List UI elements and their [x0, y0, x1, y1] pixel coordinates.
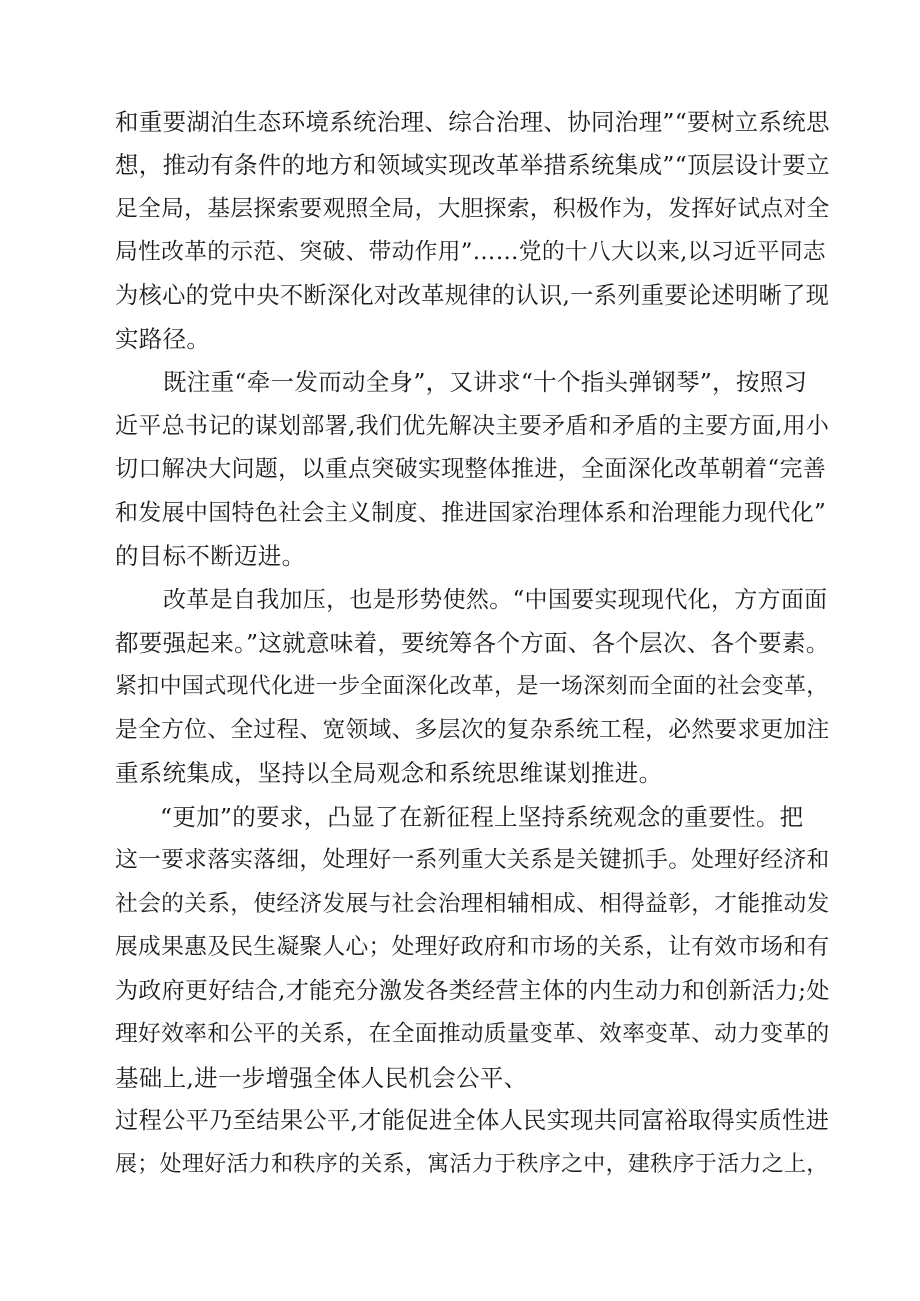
- text-line: 既注重“牵一发而动全身”，又讲求“十个指头弹钢琴”，按照习: [163, 368, 808, 396]
- text-line: 近平总书记的谋划部署,我们优先解决主要矛盾和矛盾的主要方面,用小: [115, 413, 830, 439]
- text-line: 都要强起来。”这就意味着，要统筹各个方面、各个层次、各个要素。: [115, 629, 830, 657]
- text-line: 重系统集成，坚持以全局观念和系统思维谋划推进。: [115, 759, 663, 787]
- text-line: 局性改革的示范、突破、带动作用”……党的十八大以来,以习近平同志: [115, 239, 826, 265]
- text-line: 展；处理好活力和秩序的关系，寓活力于秩序之中，建秩序于活力之上，: [115, 1152, 829, 1177]
- text-line: 为政府更好结合,才能充分激发各类经营主体的内生动力和创新活力;处: [115, 978, 830, 1004]
- text-line: 社会的关系，使经济发展与社会治理相辅相成、相得益彰，才能推动发: [115, 891, 830, 917]
- text-line: 改革是自我加压，也是形势使然。“中国要实现现代化，方方面面: [163, 587, 828, 613]
- text-line: 足全局，基层探索要观照全局，大胆探索，积极作为，发挥好试点对全: [115, 196, 830, 222]
- text-line: 和重要湖泊生态环境系统治理、综合治理、协同治理”“要树立系统思: [115, 108, 830, 136]
- text-line: 想，推动有条件的地方和领域实现改革举措系统集成”“顶层设计要立: [115, 151, 830, 179]
- text-line: 为核心的党中央不断深化对改革规律的认识,一系列重要论述明晰了现: [115, 282, 830, 309]
- text-line: 实路径。: [115, 325, 211, 353]
- text-line: 的目标不断迈进。: [115, 542, 306, 570]
- text-line: 是全方位、全过程、宽领域、多层次的复杂系统工程，必然要求更加注: [115, 717, 830, 743]
- text-line: 基础上,进一步增强全体人民机会公平、: [115, 1064, 528, 1092]
- text-line: 过程公平乃至结果公平,才能促进全体人民实现共同富裕取得实质性进: [115, 1107, 830, 1134]
- text-line: “更加”的要求，凸显了在新征程上坚持系统观念的重要性。把: [160, 803, 804, 831]
- text-line: 和发展中国特色社会主义制度、推进国家治理体系和治理能力现代化”: [115, 500, 827, 526]
- text-line: 紧扣中国式现代化进一步全面深化改革，是一场深刻而全面的社会变革，: [115, 674, 829, 699]
- text-line: 理好效率和公平的关系，在全面推动质量变革、效率变革、动力变革的: [115, 1021, 830, 1047]
- text-line: 切口解决大问题，以重点突破实现整体推进，全面深化改革朝着“完善: [115, 456, 827, 482]
- text-line: 展成果惠及民生凝聚人心；处理好政府和市场的关系，让有效市场和有: [115, 934, 830, 960]
- text-line: 这一要求落实落细，处理好一系列重大关系是关键抓手。处理好经济和: [115, 847, 830, 873]
